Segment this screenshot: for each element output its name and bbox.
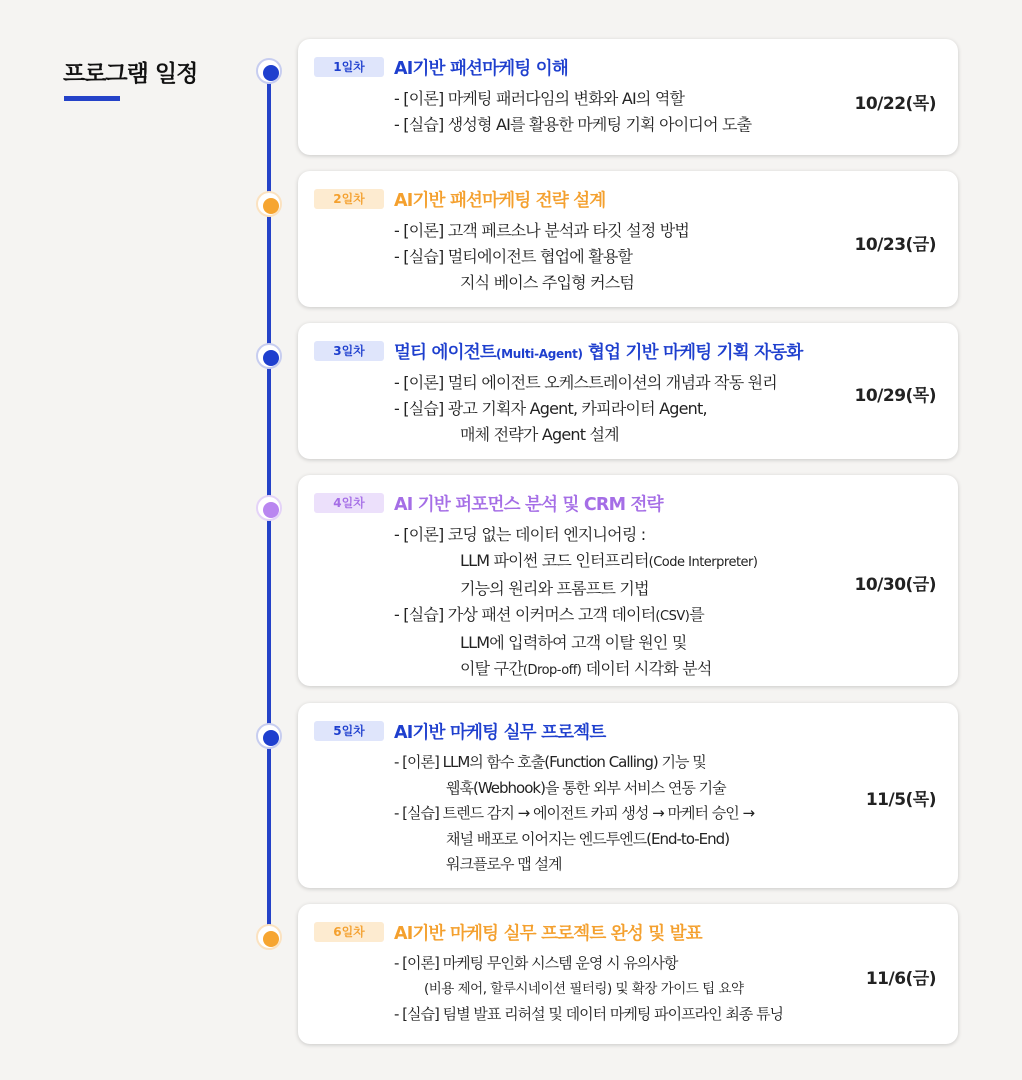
content-line: - [실습] 생성형 AI를 활용한 마케팅 기획 아이디어 도출 bbox=[394, 115, 752, 134]
content-line: (비용 제어, 할루시네이션 필터링) 및 확장 가이드 팁 요약 bbox=[424, 980, 744, 997]
session-title bbox=[394, 339, 802, 364]
line-text: 를 bbox=[689, 605, 704, 624]
session-date: 11/5(목) bbox=[865, 790, 936, 810]
session-content bbox=[394, 522, 757, 684]
timeline-dot-1 bbox=[256, 58, 282, 84]
title-underline bbox=[64, 96, 120, 101]
session-card-4 bbox=[298, 475, 958, 686]
session-card-3 bbox=[298, 323, 958, 459]
day-badge: 4일차 bbox=[314, 493, 384, 513]
line-text: 이탈 구간 bbox=[460, 659, 523, 678]
timeline-dot-6 bbox=[256, 924, 282, 950]
content-line: 지식 베이스 주입형 커스텀 bbox=[460, 273, 635, 292]
content-line: 매체 전략가 Agent 설계 bbox=[460, 425, 619, 444]
content-line: - [실습] 멀티에이전트 협업에 활용할 bbox=[394, 247, 633, 266]
session-title: AI기반 마케팅 실무 프로젝트 완성 및 발표 bbox=[394, 924, 702, 944]
content-line: 채널 배포로 이어지는 엔드투엔드(End-to-End) bbox=[446, 829, 730, 848]
session-content bbox=[394, 370, 777, 448]
line-text: LLM 파이썬 코드 인터프리터 bbox=[460, 551, 649, 570]
timeline-dot-4 bbox=[256, 495, 282, 521]
title-main: 멀티 에이전트 bbox=[394, 343, 496, 363]
session-content bbox=[394, 951, 783, 1028]
session-title: AI기반 패션마케팅 이해 bbox=[394, 59, 568, 79]
content-line: - [이론] 마케팅 패러다임의 변화와 AI의 역할 bbox=[394, 89, 685, 108]
day-badge: 1일차 bbox=[314, 57, 384, 77]
content-line: - [이론] 마케팅 무인화 시스템 운영 시 유의사항 bbox=[394, 954, 678, 972]
day-badge: 2일차 bbox=[314, 189, 384, 209]
line-sub: (Code Interpreter) bbox=[648, 555, 758, 570]
session-card-6 bbox=[298, 904, 958, 1044]
content-line bbox=[394, 548, 757, 576]
content-line: LLM에 입력하여 고객 이탈 원인 및 bbox=[460, 633, 687, 652]
content-line: - [실습] 트렌드 감지 → 에이전트 카피 생성 → 마케터 승인 → bbox=[394, 804, 755, 822]
content-line bbox=[394, 656, 757, 684]
content-line: - [이론] 고객 페르소나 분석과 타깃 설정 방법 bbox=[394, 221, 690, 240]
session-title: AI기반 마케팅 실무 프로젝트 bbox=[394, 723, 606, 743]
session-date: 10/29(목) bbox=[854, 386, 936, 406]
line-sub: (CSV) bbox=[655, 609, 690, 624]
session-title: AI 기반 퍼포먼스 분석 및 CRM 전략 bbox=[394, 495, 663, 515]
session-date: 10/30(금) bbox=[854, 575, 936, 595]
session-card-1 bbox=[298, 39, 958, 155]
line-sub: (Drop-off) bbox=[522, 663, 582, 678]
title-small: (Multi-Agent) bbox=[495, 347, 583, 361]
content-line: 워크플로우 맵 설계 bbox=[446, 855, 562, 873]
content-line: 웹훅(Webhook)을 통한 외부 서비스 연동 기술 bbox=[446, 778, 726, 797]
timeline-dot-2 bbox=[256, 191, 282, 217]
content-line: - [이론] 코딩 없는 데이터 엔지니어링 : bbox=[394, 525, 646, 544]
title-rest: 협업 기반 마케팅 기획 자동화 bbox=[582, 343, 803, 363]
timeline-dot-5 bbox=[256, 723, 282, 749]
session-title: AI기반 패션마케팅 전략 설계 bbox=[394, 191, 606, 211]
session-card-2 bbox=[298, 171, 958, 307]
page-title: 프로그램 일정 bbox=[63, 61, 198, 87]
day-badge: 5일차 bbox=[314, 721, 384, 741]
content-line bbox=[394, 602, 757, 630]
content-line: - [실습] 팀별 발표 리허설 및 데이터 마케팅 파이프라인 최종 튜닝 bbox=[394, 1005, 784, 1023]
content-line: 기능의 원리와 프롬프트 기법 bbox=[460, 579, 649, 598]
day-badge: 6일차 bbox=[314, 922, 384, 942]
session-date: 10/22(목) bbox=[854, 94, 936, 114]
session-content bbox=[394, 750, 754, 878]
line-text: 데이터 시각화 분석 bbox=[581, 659, 712, 678]
session-date: 10/23(금) bbox=[854, 235, 936, 255]
content-line: - [이론] 멀티 에이전트 오케스트레이션의 개념과 작동 원리 bbox=[394, 373, 777, 392]
content-line: - [이론] LLM의 함수 호출(Function Calling) 기능 및 bbox=[394, 753, 706, 771]
line-text: - [실습] 가상 패션 이커머스 고객 데이터 bbox=[394, 605, 656, 624]
session-content bbox=[394, 86, 751, 138]
content-line: - [실습] 광고 기획자 Agent, 카피라이터 Agent, bbox=[394, 399, 707, 418]
session-content bbox=[394, 218, 689, 296]
timeline-dot-3 bbox=[256, 343, 282, 369]
day-badge: 3일차 bbox=[314, 341, 384, 361]
session-card-5 bbox=[298, 703, 958, 888]
session-date: 11/6(금) bbox=[865, 969, 936, 989]
